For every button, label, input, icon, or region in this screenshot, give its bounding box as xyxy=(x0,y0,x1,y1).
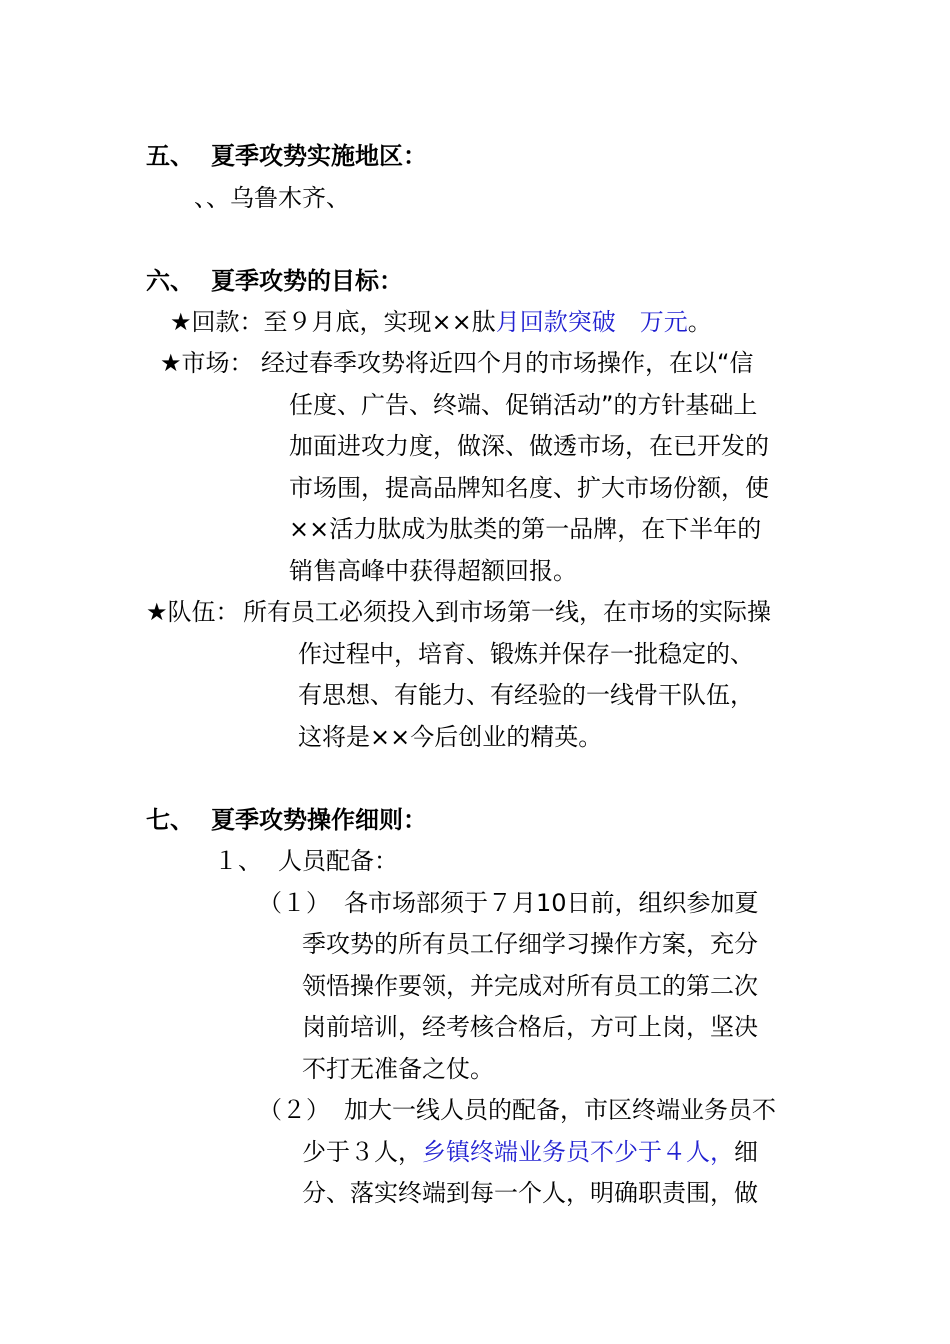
team-line-3: 有思想、有能力、有经验的一线骨干队伍， xyxy=(298,681,754,709)
item-2-line-1: 加大一线人员的配备，市区终端业务员不 xyxy=(344,1096,776,1124)
section-5-number: 五、 xyxy=(146,142,194,170)
market-line-6: 销售高峰中获得超额回报。 xyxy=(289,557,577,585)
payment-label: ★回款： xyxy=(170,308,264,336)
item-1-line-4: 岗前培训，经考核合格后，方可上岗，坚决 xyxy=(302,1013,758,1041)
subsection-1-number: １、 xyxy=(214,847,262,875)
subsection-1-title: 人员配备： xyxy=(278,847,398,875)
market-line-2: 任度、广告、终端、促销活动”的方针基础上 xyxy=(289,391,758,419)
market-line-5: ××活力肽成为肽类的第一品牌，在下半年的 xyxy=(289,515,762,543)
item-1-line-1: 各市场部须于７月10日前，组织参加夏 xyxy=(344,889,759,917)
market-line-4: 市场围，提高品牌知名度、扩大市场份额，使 xyxy=(289,474,769,502)
item-1-number: （１） xyxy=(258,889,330,917)
item-2-line-2-text: 少于３人， xyxy=(302,1138,422,1166)
team-line-4: 这将是××今后创业的精英。 xyxy=(298,723,603,751)
item-2-line-2 xyxy=(302,1137,758,1167)
team-line-2: 作过程中，培育、锻炼并保存一批稳定的、 xyxy=(298,640,754,668)
team-label: ★队伍： xyxy=(146,598,240,626)
item-1-line-3: 领悟操作要领，并完成对所有员工的第二次 xyxy=(302,972,758,1000)
market-line-3: 加面进攻力度，做深、做透市场，在已开发的 xyxy=(289,432,769,460)
section-6-number: 六、 xyxy=(146,267,194,295)
section-7-title: 夏季攻势操作细则： xyxy=(211,806,427,834)
payment-text: 至９月底，实现××肽 xyxy=(263,308,496,336)
item-1-line-2: 季攻势的所有员工仔细学习操作方案，充分 xyxy=(302,930,758,958)
section-5-regions: 、、乌鲁木齐、 xyxy=(194,184,350,212)
item-1-line-5: 不打无准备之仗。 xyxy=(302,1055,494,1083)
item-2-highlight: 乡镇终端业务员不少于４人， xyxy=(422,1138,734,1166)
market-line-1: 经过春季攻势将近四个月的市场操作，在以“信 xyxy=(261,349,754,377)
section-5-title: 夏季攻势实施地区： xyxy=(211,142,427,170)
item-2-line-3: 分、落实终端到每一个人，明确职责围，做 xyxy=(302,1179,758,1207)
section-5-heading xyxy=(146,141,194,171)
market-label: ★市场： xyxy=(160,349,254,377)
section-6-title: 夏季攻势的目标： xyxy=(211,267,403,295)
item-2-number: （２） xyxy=(258,1096,330,1124)
team-line-1: 所有员工必须投入到市场第一线，在市场的实际操 xyxy=(243,598,771,626)
payment-goal xyxy=(170,307,712,337)
payment-highlight: 月回款突破 万元 xyxy=(495,308,688,336)
item-2-line-2-end: 细 xyxy=(734,1138,758,1166)
payment-end: 。 xyxy=(687,308,712,336)
section-7-number: 七、 xyxy=(146,806,194,834)
